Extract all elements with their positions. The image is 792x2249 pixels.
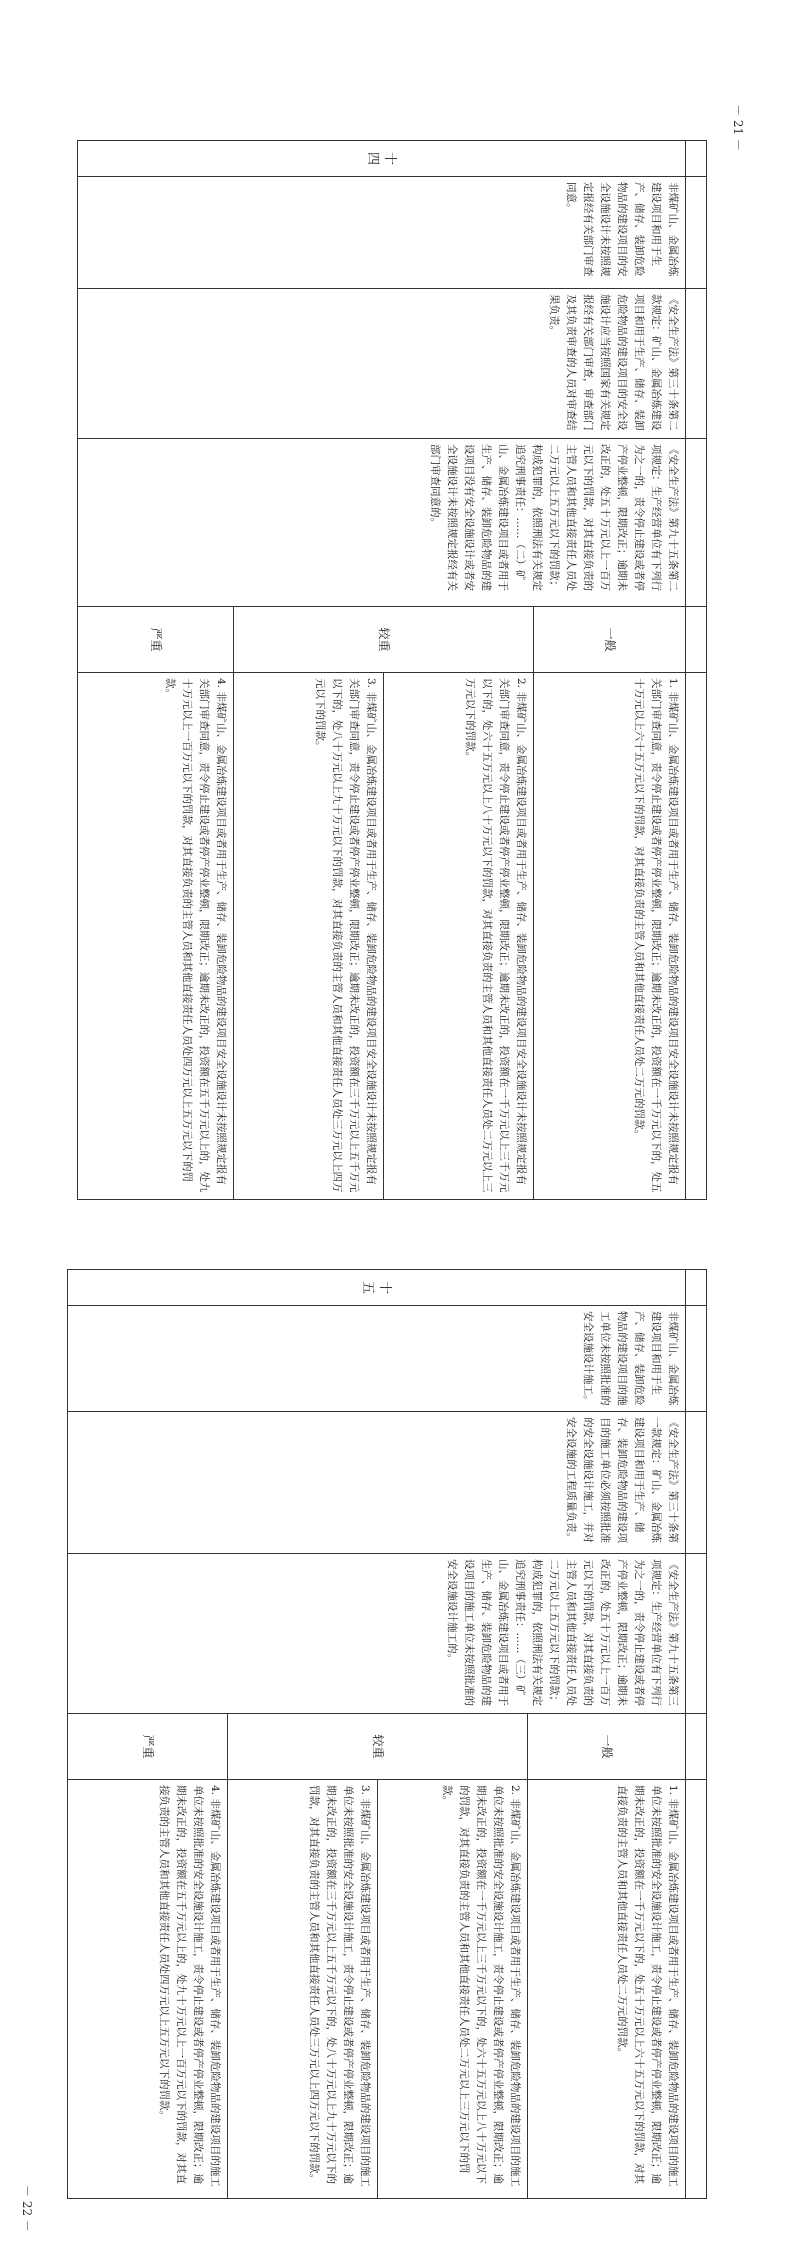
standard-item: 1. 非煤矿山、金属冶炼建设项目或者用于生产、储存、装卸危险物品的建设项目安全设施设计未按照规定报有关部门审查同意，责令停止建设或者停产停业整顿，限期改正；逾期未改正的，投资额在一千万元以下的，处五十万元以上六十五万元以下的罚款，对其直接负责的主管人员和其他直接责任人员处二万元的罚款。 — [534, 673, 686, 1200]
table-header-row — [686, 1270, 707, 2199]
standard-item: 2. 非煤矿山、金属冶炼建设项目或者用于生产、储存、装卸危险物品的建设项目的施工单位未按照批准的安全设施设计施工，责令停止建设或者停产停业整顿，限期改正；逾期未改正的，投资额在一千万元以上三千万元以下的，处六十五万元以上八十万元以下的罚款，对其直接负责的主管人员和其他直接责任人员处二万元以上三万元以下的罚款。 — [378, 1780, 528, 2199]
legal-basis: 《安全生产法》第三十条第二款规定：矿山、金属冶炼建设项目和用于生产、储存、装卸危险物品的建设项目的安全设施设计应当按照国家有关规定报经有关部门审查，审查部门及其负责审查的人员对审查结果负责。 — [78, 289, 686, 439]
level-serious: 严重 — [68, 1714, 228, 1780]
page-22-table — [67, 1269, 707, 2199]
standard-item: 3. 非煤矿山、金属冶炼建设项目或者用于生产、储存、装卸危险物品的建设项目的施工单位未按照批准的安全设施设计施工，责令停止建设或者停产停业整顿，限期改正；逾期未改正的，投资额在三千万元以上五千万元以下的，处八十万元以上九十万元以下的罚款，对其直接负责的主管人员和其他直接责任人员处三万元以上四万元以下的罚款。 — [228, 1780, 378, 2199]
standard-item: 3. 非煤矿山、金属冶炼建设项目或者用于生产、储存、装卸危险物品的建设项目安全设施设计未按照规定报有关部门审查同意，责令停止建设或者停产停业整顿，限期改正；逾期未改正的，投资额在三千万元以上五千万元以下的，处八十万元以上九十万元以下的罚款，对其直接负责的主管人员和其他直接责任人员处三万元以上四万元以下的罚款。 — [234, 673, 384, 1200]
page-number-21: － 21 － — [731, 104, 745, 151]
legal-basis: 《安全生产法》第三十条第一款规定：矿山、金属冶炼建设项目和用于生产、储存、装卸危险物品的建设项目的施工单位必须按照批准的安全设施设计施工，并对安全设施的工程质量负责。 — [68, 1412, 686, 1554]
standard-item: 1. 非煤矿山、金属冶炼建设项目或者用于生产、储存、装卸危险物品的建设项目的施工单位未按照批准的安全设施设计施工，责令停止建设或者停产停业整顿，限期改正；逾期未改正的，投资额在一千万元以下的，处五十万元以上六十五万元以下的罚款，对其直接负责的主管人员和其他直接责任人员处二万元的罚款。 — [528, 1780, 686, 2199]
level-heavier: 较重 — [228, 1714, 528, 1780]
standard-item: 2. 非煤矿山、金属冶炼建设项目或者用于生产、储存、装卸危险物品的建设项目安全设施设计未按照规定报有关部门审查同意，责令停止建设或者停产停业整顿，限期改正；逾期未改正的，投资额在一千万元以上三千万元以下的，处六十五万元以上八十万元以下的罚款，对其直接负责的主管人员和其他直接责任人员处二万元以上三万元以下的罚款。 — [384, 673, 534, 1200]
item-name: 非煤矿山、金属冶炼建设项目和用于生产、储存、装卸危险物品的建设项目的安全设施设计未按照规定报经有关部门审查同意。 — [78, 177, 686, 289]
item-name: 非煤矿山、金属冶炼建设项目和用于生产、储存、装卸危险物品的建设项目的施工单位未按照批准的安全设施设计施工。 — [68, 1306, 686, 1412]
penalty-provision: 《安全生产法》第九十五条第二项规定：生产经营单位有下列行为之一的，责令停止建设或者停产停业整顿，限期改正；逾期未改正的，处五十万元以上一百万元以下的罚款，对其直接负责的主管人员和其他直接责任人员处二万元以上五万元以下的罚款；构成犯罪的，依照刑法有关规定追究刑事责任：……（二）矿山、金属冶炼建设项目或者用于生产、储存、装卸危险物品的建设项目没有安全设施设计或者安全设施设计未按照规定报经有关部门审查同意的。 — [78, 439, 686, 607]
row-number: 十四 — [78, 141, 686, 177]
standard-item: 4. 非煤矿山、金属冶炼建设项目或者用于生产、储存、装卸危险物品的建设项目的施工单位未按照批准的安全设施设计施工，责令停止建设或者停产停业整顿，限期改正；逾期未改正的，投资额在五千万元以上的，处九十万元以上一百万元以下的罚款，对其直接负责的主管人员和其他直接责任人员处四万元以上五万元以下的罚款。 — [68, 1780, 228, 2199]
level-general: 一般 — [534, 607, 686, 673]
page-21-table — [77, 140, 707, 1200]
table-row — [534, 141, 686, 1200]
penalty-standard-table — [77, 140, 707, 1200]
standard-item: 4. 非煤矿山、金属冶炼建设项目或者用于生产、储存、装卸危险物品的建设项目安全设施设计未按照规定报有关部门审查同意，责令停止建设或者停产停业整顿，限期改正；逾期未改正的，投资额在五千万元以上的，处九十万元以上一百万元以下的罚款，对其直接负责的主管人员和其他直接责任人员处四万元以上五万元以下的罚款。 — [78, 673, 234, 1200]
level-heavier: 较重 — [234, 607, 534, 673]
table-header-row — [686, 141, 707, 1200]
level-serious: 严重 — [78, 607, 234, 673]
penalty-standard-table — [67, 1269, 707, 2199]
penalty-provision: 《安全生产法》第九十五条第三项规定：生产经营单位有下列行为之一的，责令停止建设或者停产停业整顿，限期改正；逾期未改正的，处五十万元以上一百万元以下的罚款，对其直接负责的主管人员和其他直接责任人员处二万元以上五万元以下的罚款；构成犯罪的，依照刑法有关规定追究刑事责任：……（三）矿山、金属冶炼建设项目或者用于生产、储存、装卸危险物品的建设项目的施工单位未按照批准的安全设施设计施工的。 — [68, 1554, 686, 1714]
level-general: 一般 — [528, 1714, 686, 1780]
page-number-22: － 22 － — [20, 2185, 34, 2232]
table-row — [528, 1270, 686, 2199]
row-number: 十五 — [68, 1270, 686, 1306]
